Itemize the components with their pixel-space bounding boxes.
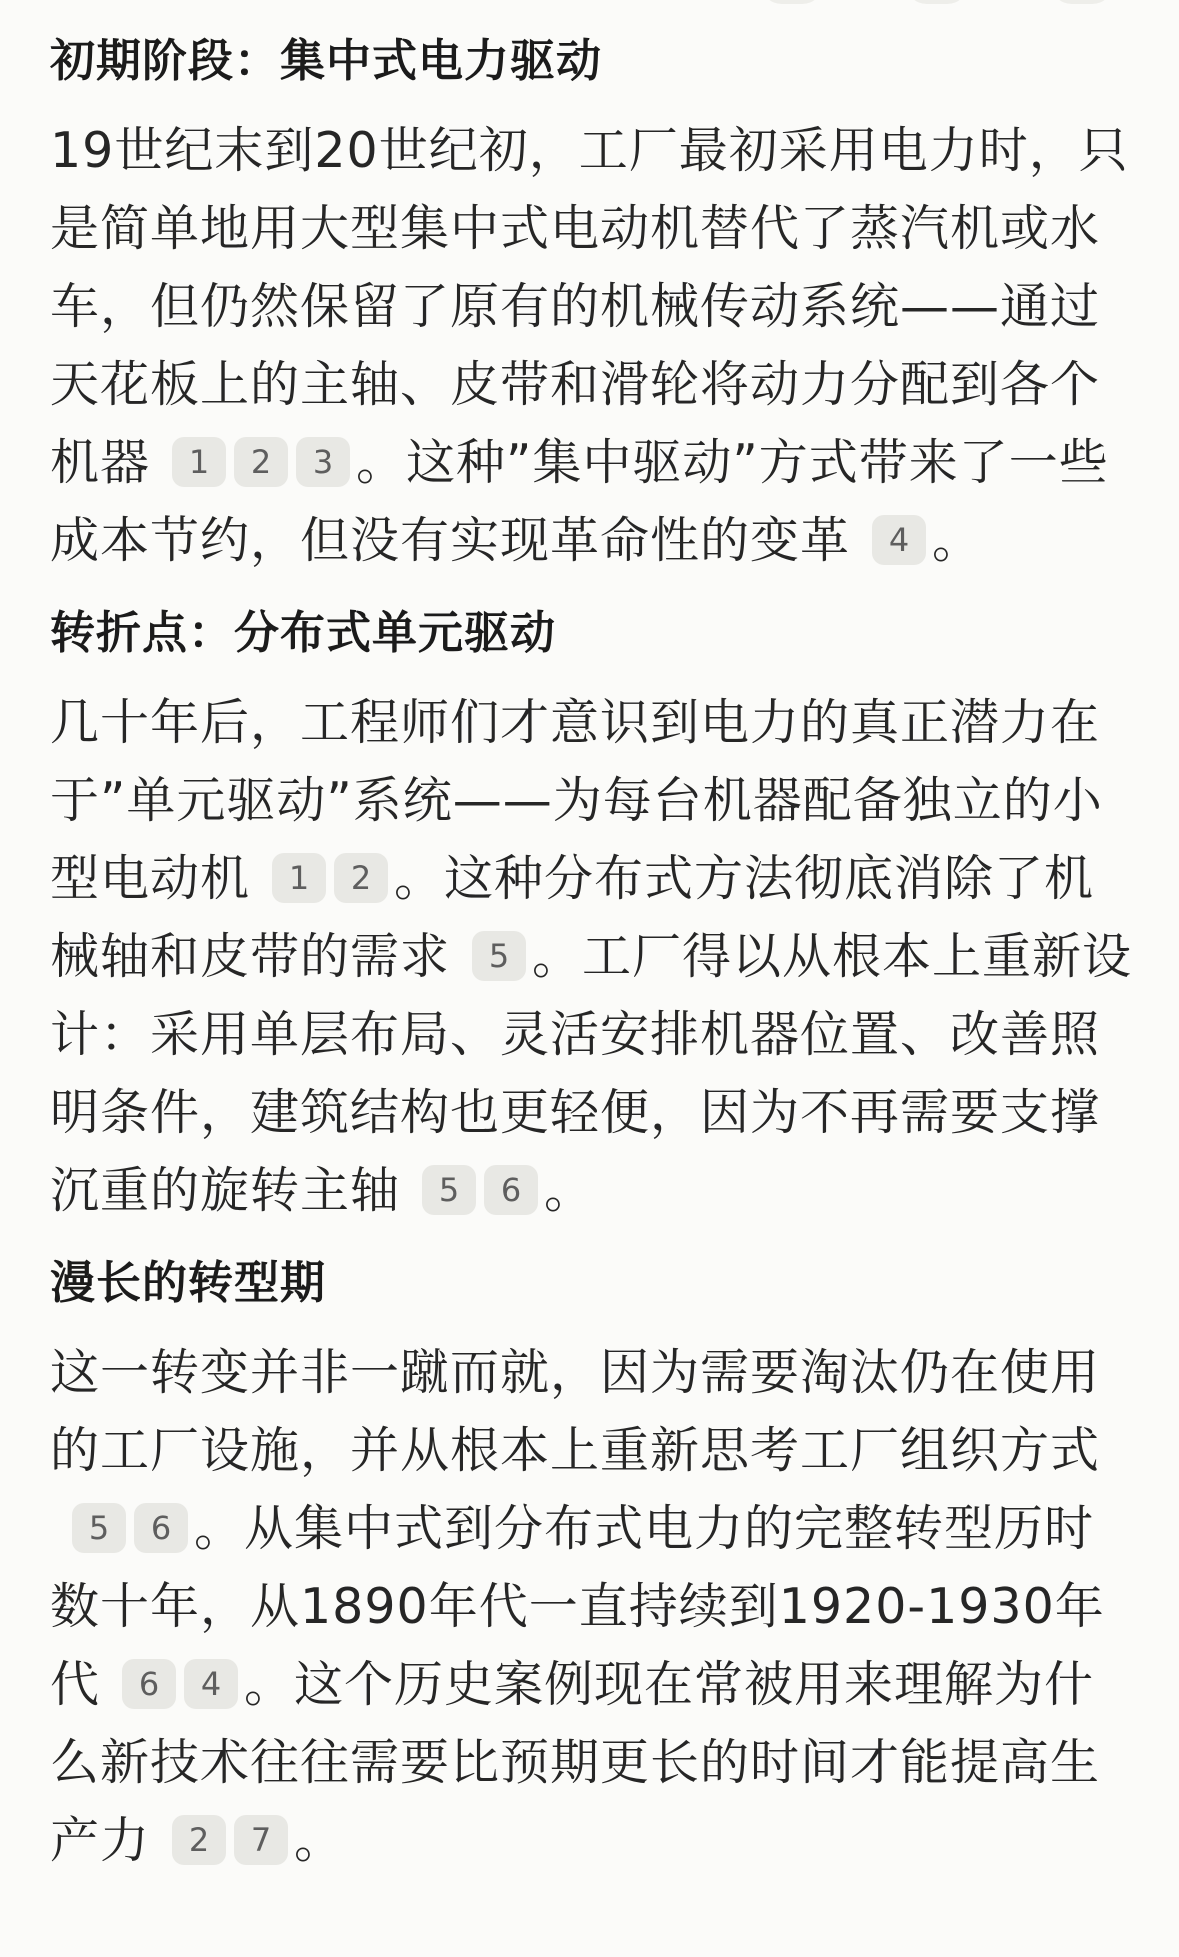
toolbar-button-partial[interactable] [760, 0, 824, 4]
citation-group [868, 512, 930, 569]
citation-group [168, 434, 354, 491]
paragraph-text: 。 [544, 1162, 595, 1219]
paragraph-text: 。这种分布式方法彻底消除了机械轴和皮带的需求 [50, 850, 1095, 985]
citation-group [268, 850, 392, 907]
section-paragraph [50, 112, 1140, 580]
citation-badge[interactable]: 5 [72, 1503, 126, 1553]
section-paragraph [50, 684, 1140, 1230]
toolbar-button-partial[interactable] [905, 0, 969, 4]
citation-badge[interactable]: 6 [134, 1503, 188, 1553]
citation-badge[interactable]: 4 [872, 515, 926, 565]
section-heading: 漫长的转型期 [50, 1256, 327, 1309]
citation-group [118, 1656, 242, 1713]
toolbar-button-partial[interactable] [1050, 0, 1114, 4]
citation-badge[interactable]: 2 [234, 437, 288, 487]
citation-badge[interactable]: 1 [172, 437, 226, 487]
citation-badge[interactable]: 3 [296, 437, 350, 487]
paragraph-text: 19世纪末到20世纪初，工厂最初采用电力时，只是简单地用大型集中式电动机替代了蒸汽机或水车，但仍然保留了原有的机械传动系统——通过天花板上的主轴、皮带和滑轮将动力分配到各个机器 [50, 122, 1129, 491]
citation-badge[interactable]: 2 [172, 1815, 226, 1865]
citation-group [418, 1162, 542, 1219]
paragraph-text: 。 [294, 1812, 345, 1869]
citation-group [468, 928, 530, 985]
citation-badge[interactable]: 5 [472, 931, 526, 981]
paragraph-text: 几十年后，工程师们才意识到电力的真正潜力在于”单元驱动”系统——为每台机器配备独立的小型电动机 [50, 694, 1103, 907]
citation-badge[interactable]: 7 [234, 1815, 288, 1865]
paragraph-text: 这一转变并非一蹴而就，因为需要淘汰仍在使用的工厂设施，并从根本上重新思考工厂组织方式 [50, 1344, 1101, 1479]
citation-group [68, 1500, 192, 1557]
citation-badge[interactable]: 1 [272, 853, 326, 903]
top-toolbar-partial [0, 0, 1179, 4]
paragraph-text: 。 [932, 512, 983, 569]
citation-badge[interactable]: 2 [334, 853, 388, 903]
citation-badge[interactable]: 4 [184, 1659, 238, 1709]
section-paragraph [50, 1334, 1140, 1880]
citation-group [168, 1812, 292, 1869]
citation-badge[interactable]: 6 [122, 1659, 176, 1709]
section-heading: 初期阶段：集中式电力驱动 [50, 34, 603, 87]
paragraph-text: 。这种”集中驱动”方式带来了一些成本节约，但没有实现革命性的变革 [50, 434, 1109, 569]
section-heading: 转折点：分布式单元驱动 [50, 606, 557, 659]
citation-badge[interactable]: 6 [484, 1165, 538, 1215]
answer-content [50, 22, 1140, 1894]
paragraph-text: 。这个历史案例现在常被用来理解为什么新技术往往需要比预期更长的时间才能提高生产力 [50, 1656, 1101, 1869]
citation-badge[interactable]: 5 [422, 1165, 476, 1215]
paragraph-text: 。从集中式到分布式电力的完整转型历时数十年，从1890年代一直持续到1920-1930年代 [50, 1500, 1105, 1713]
paragraph-text: 。工厂得以从根本上重新设计：采用单层布局、灵活安排机器位置、改善照明条件，建筑结构也更轻便，因为不再需要支撑沉重的旋转主轴 [50, 928, 1133, 1219]
